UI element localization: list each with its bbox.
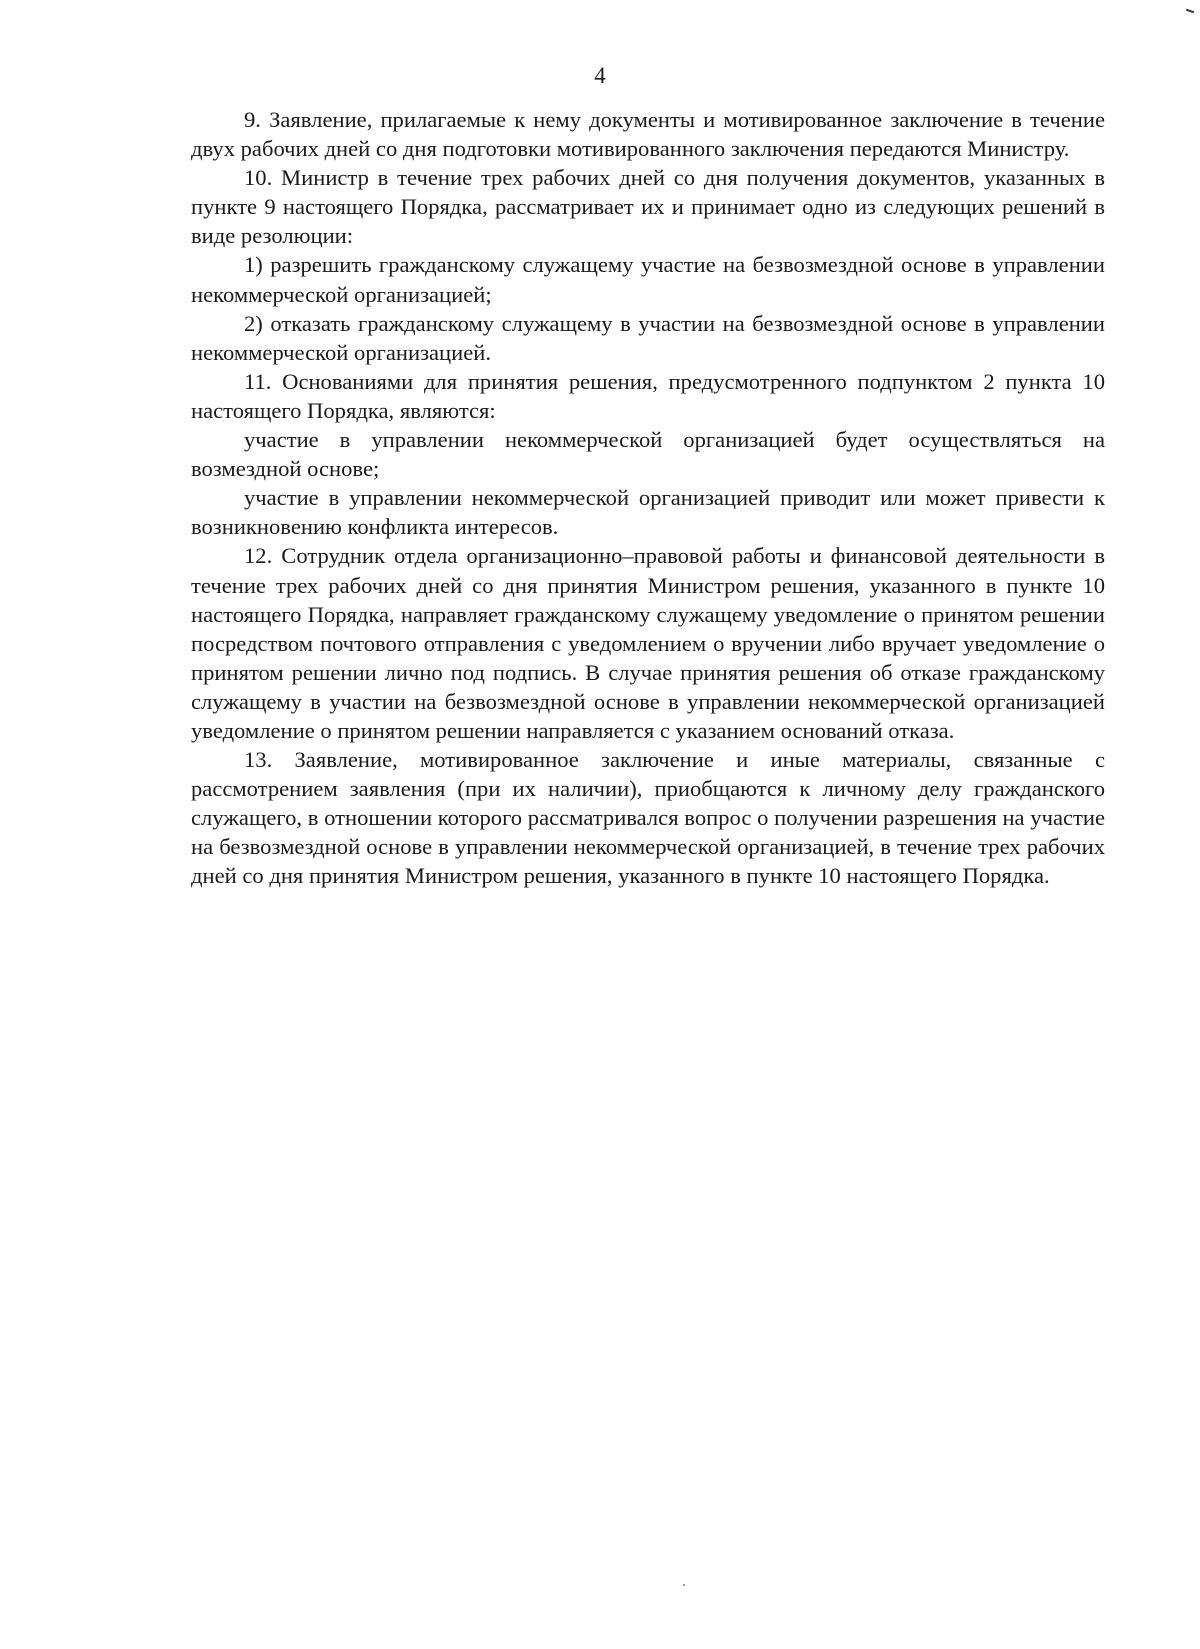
- paragraph-ground-1: участие в управлении некоммерческой организацией будет осуществляться на возмездной основе;: [191, 427, 1105, 482]
- document-body: [191, 105, 1105, 891]
- paragraph-item-12: 12. Сотрудник отдела организационно–правовой работы и финансовой деятельности в течение трех рабочих дней со дня принятия Министром решения, указанного в пункте 10 настоящего Порядка, направляет гражданскому служащему уведомление о принятом решении посредством почтового отправления с уведомлением о вручении либо вручает уведомление о принятом решении лично под подпись. В случае принятия решения об отказе гражданскому служащему в участии на безвозмездной основе в управлении некоммерческой организацией уведомление о принятом решении направляется с указанием оснований отказа.: [191, 543, 1105, 743]
- scan-speck: [683, 1584, 685, 1586]
- paragraph-item-10: 10. Министр в течение трех рабочих дней со дня получения документов, указанных в пункте 9 настоящего Порядка, рассматривает их и принимает одно из следующих решений в виде резолюции:: [191, 165, 1105, 249]
- paragraph-ground-2: участие в управлении некоммерческой организацией приводит или может привести к возникновению конфликта интересов.: [191, 485, 1105, 540]
- scan-corner-mark: [1186, 9, 1194, 14]
- paragraph-item-13: 13. Заявление, мотивированное заключение и иные материалы, связанные с рассмотрением заявления (при их наличии), приобщаются к личному делу гражданского служащего, в отношении которого рассматривался вопрос о получении разрешения на участие на безвозмездной основе в управлении некоммерческой организацией, в течение трех рабочих дней со дня принятия Министром решения, указанного в пункте 10 настоящего Порядка.: [191, 747, 1105, 889]
- paragraph-subitem-1: 1) разрешить гражданскому служащему участие на безвозмездной основе в управлении некоммерческой организацией;: [191, 252, 1105, 307]
- paragraph-item-11: 11. Основаниями для принятия решения, предусмотренного подпунктом 2 пункта 10 настоящего Порядка, являются:: [191, 368, 1105, 423]
- paragraph-subitem-2: 2) отказать гражданскому служащему в участии на безвозмездной основе в управлении некоммерческой организацией.: [191, 310, 1105, 365]
- paragraph-item-9: 9. Заявление, прилагаемые к нему документы и мотивированное заключение в течение двух рабочих дней со дня подготовки мотивированного заключения передаются Министру.: [191, 107, 1105, 162]
- page-number: 4: [594, 63, 606, 88]
